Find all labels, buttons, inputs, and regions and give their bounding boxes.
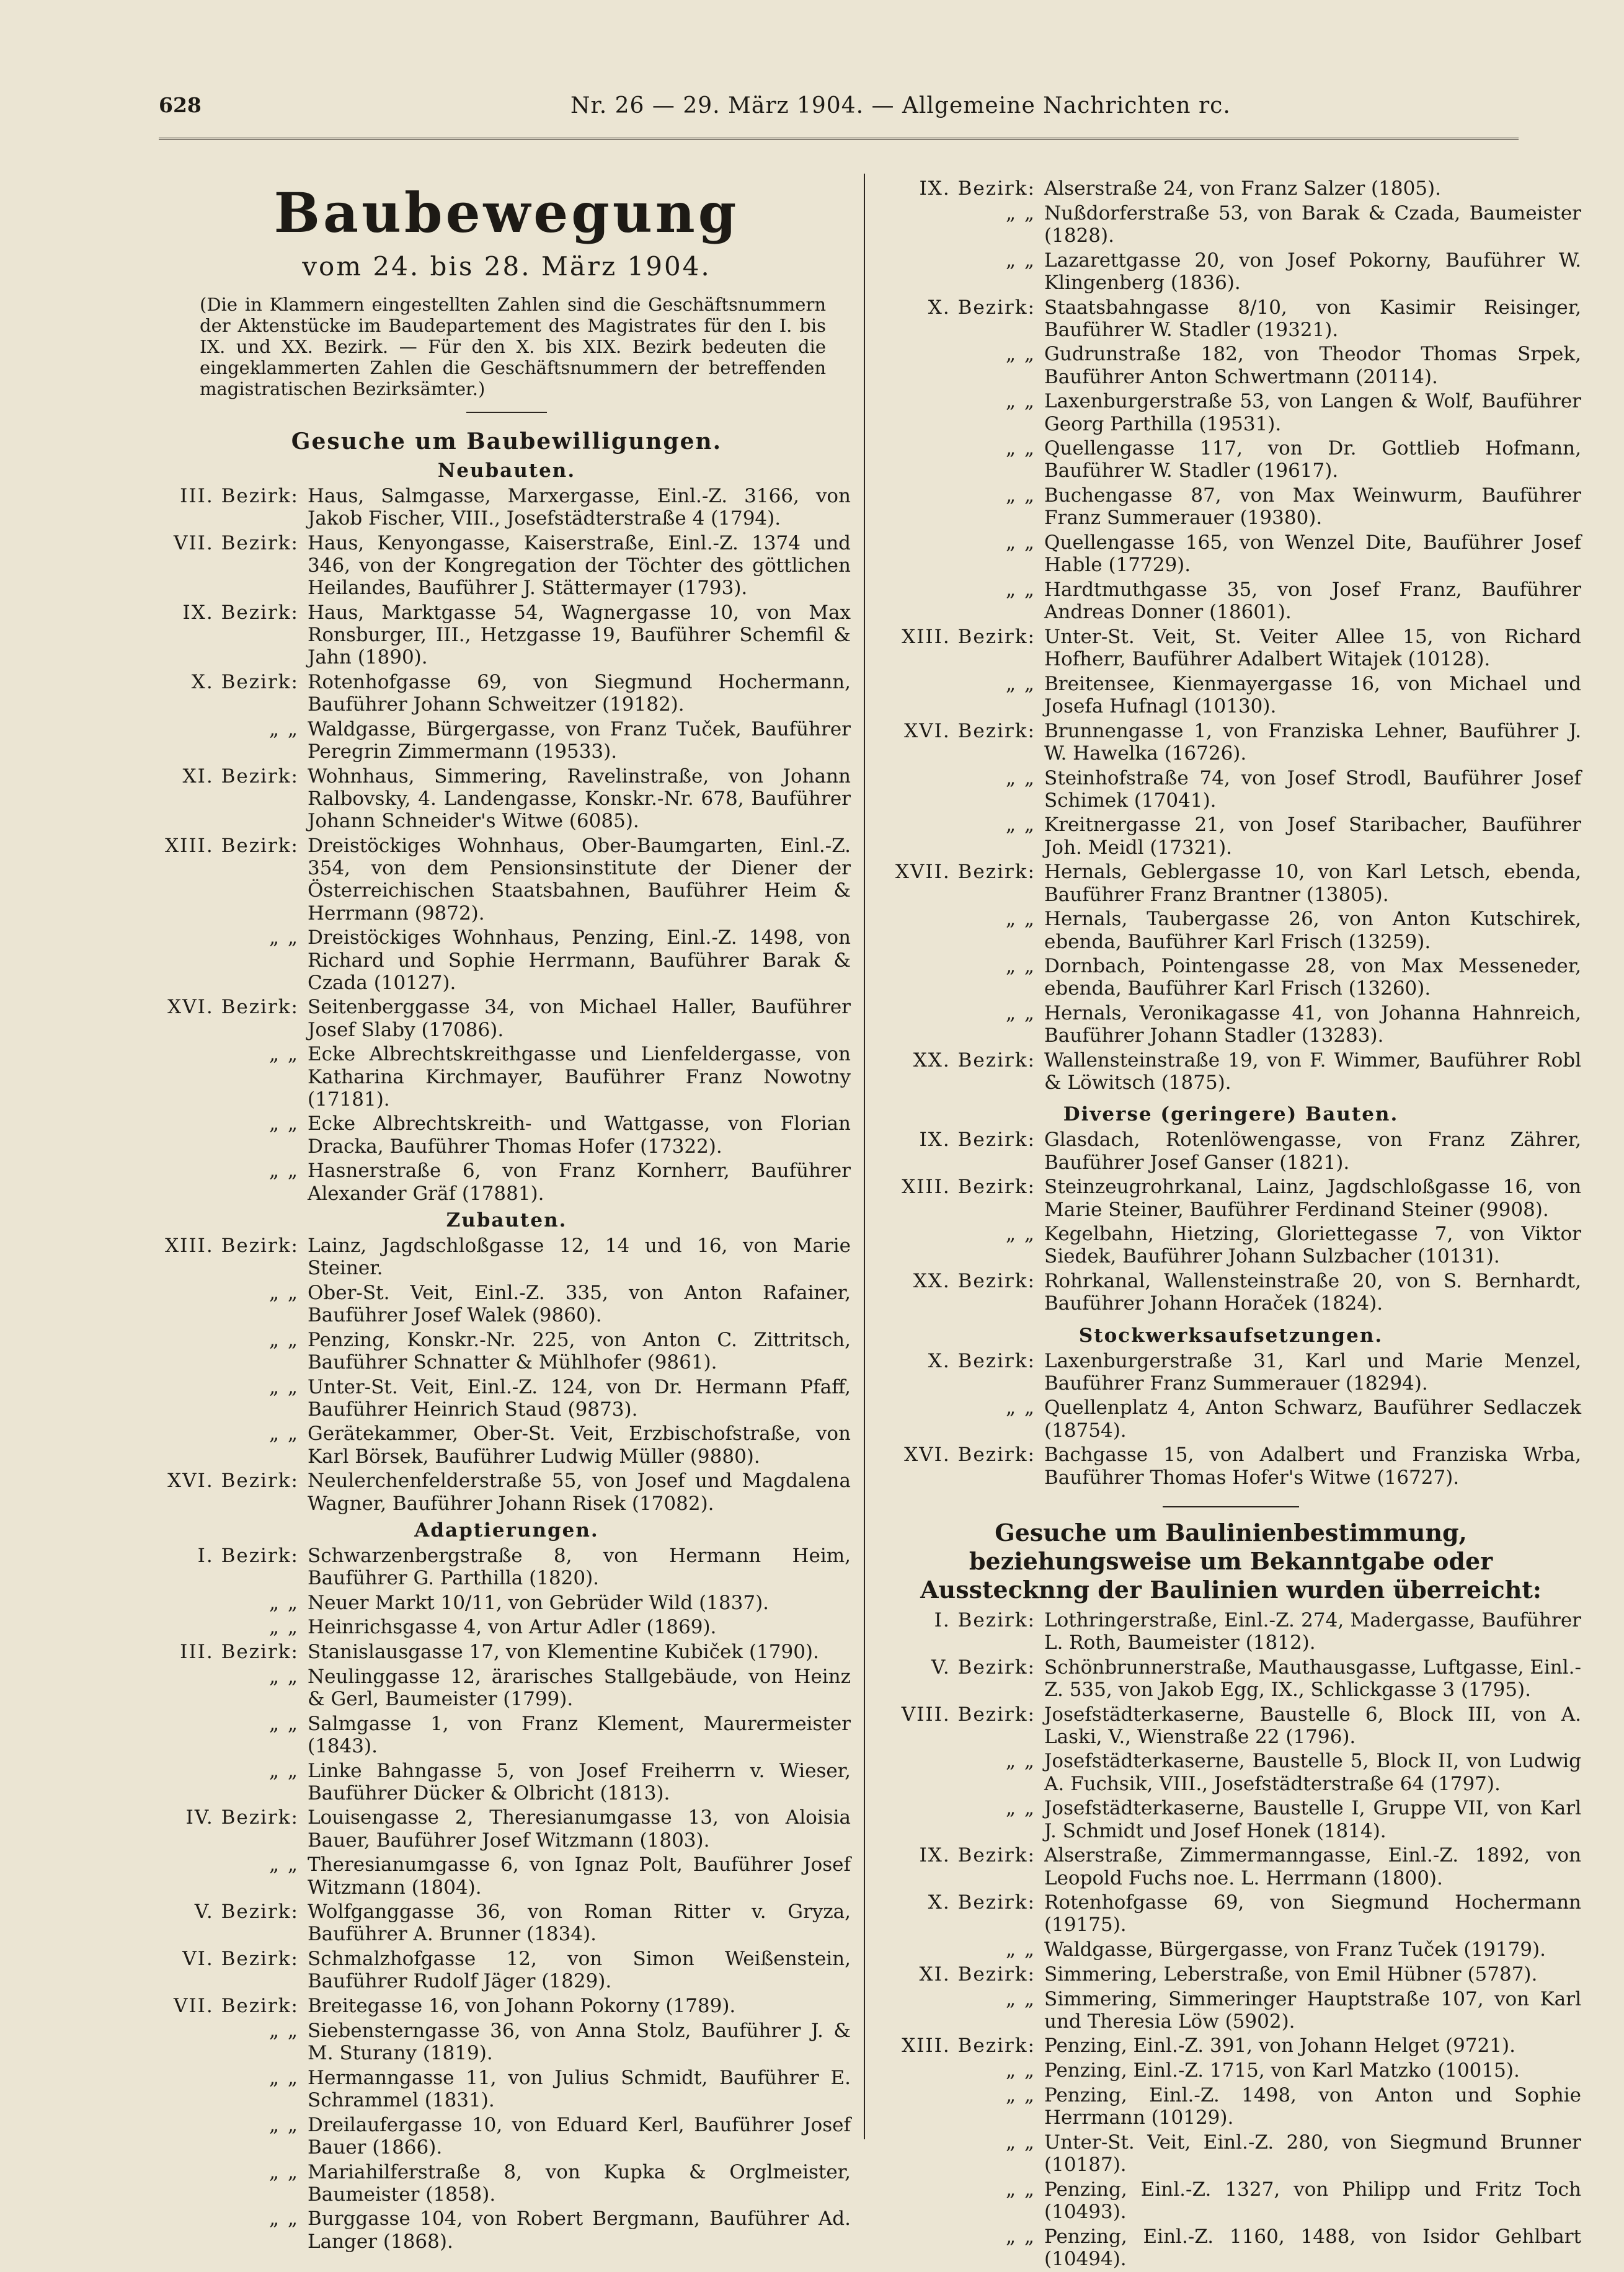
subsection-title-adaptierungen: Adaptierungen.	[414, 1519, 599, 1542]
entry-district: IV. Bezirk:	[185, 1806, 299, 1829]
entry-district: „ „	[1006, 814, 1036, 836]
entry	[881, 673, 1581, 717]
subsection-title-zubauten: Zubauten.	[446, 1209, 567, 1231]
entry	[881, 1703, 1581, 1748]
entry	[881, 1844, 1581, 1889]
entry-district: „ „	[269, 1375, 299, 1398]
entry-district: „ „	[1006, 390, 1036, 413]
entry-district: „ „	[1006, 766, 1036, 789]
entry	[881, 2035, 1581, 2057]
entry-district: „ „	[1006, 531, 1036, 554]
entry-district: „ „	[269, 1759, 299, 1782]
diverse-list	[881, 1129, 1581, 1315]
entry	[881, 1223, 1581, 1267]
entry	[162, 1376, 851, 1421]
entry	[162, 1806, 851, 1851]
entry	[162, 1592, 851, 1614]
entry	[881, 814, 1581, 858]
entry	[162, 532, 851, 600]
entry	[881, 1938, 1581, 1961]
section-separator	[1163, 1506, 1299, 1507]
entry	[162, 2208, 851, 2252]
entry-district: „ „	[1006, 1987, 1036, 2010]
entry-district: „ „	[1006, 2225, 1036, 2248]
entry-district: „ „	[1006, 672, 1036, 695]
entry	[881, 177, 1581, 200]
entry-district: „ „	[1006, 202, 1036, 224]
entry-district: IX. Bezirk:	[919, 1844, 1036, 1867]
entry-text: Brunnengasse 1, von Franziska Lehner, Bauführer J. W. Hawelka (16726).	[1044, 719, 1581, 765]
entry-district: „ „	[269, 1616, 299, 1639]
entry	[162, 926, 851, 994]
entry-district: XI. Bezirk:	[182, 765, 299, 788]
entry-text: Unter-St. Veit, St. Veiter Allee 15, von Richard Hofherr, Bauführer Adalbert Witajek (10128).	[1044, 625, 1581, 671]
entry	[881, 908, 1581, 952]
intro-note: (Die in Klammern eingestellten Zahlen sind die Geschäftsnummern der Aktenstücke im Baudepartement des Magistrates für den I. bis IX. und XX. Bezirk. — Für den X. bis XIX. Bezirk bedeuten die eingeklammerten Zahlen die Geschäftsnummern der betreffenden magistratischen Bezirksämter.)	[200, 294, 826, 399]
entry	[881, 1963, 1581, 1986]
entry-text: Quellengasse 117, von Dr. Gottlieb Hofmann, Bauführer W. Stadler (19617).	[1044, 437, 1581, 482]
entry	[162, 835, 851, 925]
entry-text: Quellenplatz 4, Anton Schwarz, Bauführer Sedlaczek (18754).	[1044, 1396, 1581, 1442]
entry	[162, 1160, 851, 1204]
entry	[881, 343, 1581, 388]
entry	[162, 2020, 851, 2064]
entry	[881, 2131, 1581, 2176]
entry-text: Steinhofstraße 74, von Josef Strodl, Bauführer Josef Schimek (17041).	[1044, 766, 1581, 812]
entry	[162, 1666, 851, 1710]
entry-text: Seitenberggasse 34, von Michael Haller, Bauführer Josef Slaby (17086).	[308, 996, 851, 1041]
entry-text: Lainz, Jagdschloßgasse 12, 14 und 16, von Marie Steiner.	[308, 1234, 851, 1279]
intro-rule	[466, 412, 547, 413]
entry	[881, 249, 1581, 294]
entry-district: „ „	[1006, 249, 1036, 272]
entry-text: Breitensee, Kienmayergasse 16, von Michael und Josefa Hufnagl (10130).	[1044, 672, 1581, 717]
entry-district: XVII. Bezirk:	[895, 861, 1036, 884]
entry	[881, 1129, 1581, 1173]
entry-text: Dornbach, Pointengasse 28, von Max Messeneder, ebenda, Bauführer Karl Frisch (13260).	[1044, 955, 1581, 1000]
entry-district: „ „	[269, 2019, 299, 2042]
section-title-baubewilligungen: Gesuche um Baubewilligungen.	[291, 428, 722, 455]
entry-text: Gerätekammer, Ober-St. Veit, Erzbischofstraße, von Karl Börsek, Bauführer Ludwig Müller (9880).	[308, 1422, 851, 1468]
entry-district: „ „	[269, 1422, 299, 1445]
entry-text: Unter-St. Veit, Einl.-Z. 280, von Siegmund Brunner (10187).	[1044, 2131, 1581, 2176]
entry-text: Lazarettgasse 20, von Josef Pokorny, Bauführer W. Klingenberg (1836).	[1044, 249, 1581, 294]
entry	[162, 1948, 851, 1992]
entry-district: XVI. Bezirk:	[167, 1470, 299, 1493]
entry	[162, 1995, 851, 2017]
entry-district: „ „	[1006, 578, 1036, 601]
entry-text: Hernals, Veronikagasse 41, von Johanna Hahnreich, Bauführer Johann Stadler (13283).	[1044, 1002, 1581, 1047]
entry-text: Wallensteinstraße 19, von F. Wimmer, Bauführer Robl & Löwitsch (1875).	[1044, 1049, 1581, 1094]
entry-district: „ „	[1006, 908, 1036, 931]
right-column	[881, 177, 1581, 2272]
neubauten-list	[162, 485, 851, 1205]
entry-text: Penzing, Einl.-Z. 1160, 1488, von Isidor Gehlbart (10494).	[1044, 2225, 1581, 2270]
entry-text: Dreistöckiges Wohnhaus, Penzing, Einl.-Z. 1498, von Richard und Sophie Herrmann, Bauführer Barak & Czada (10127).	[308, 926, 851, 994]
entry-district: VI. Bezirk:	[182, 1948, 299, 1971]
entry-text: Kegelbahn, Hietzing, Gloriettegasse 7, von Viktor Siedek, Bauführer Johann Sulzbacher (10131).	[1044, 1223, 1581, 1268]
entry-text: Waldgasse, Bürgergasse, von Franz Tuček (19179).	[1044, 1938, 1546, 1961]
entry	[162, 1760, 851, 1804]
entry-text: Alserstraße 24, von Franz Salzer (1805).	[1044, 177, 1441, 200]
entry	[162, 1616, 851, 1638]
entry	[162, 2161, 851, 2206]
subsection-title-diverse: Diverse (geringere) Bauten.	[1063, 1103, 1399, 1126]
entry-district: „ „	[1006, 1938, 1036, 1961]
entry-text: Simmering, Leberstraße, von Emil Hübner (5787).	[1044, 1963, 1538, 1986]
main-title: Baubewegung	[273, 180, 740, 245]
entry-text: Heinrichsgasse 4, von Artur Adler (1869).	[308, 1616, 717, 1639]
entry-text: Penzing, Einl.-Z. 1715, von Karl Matzko (10015).	[1044, 2059, 1520, 2082]
entry-text: Salmgasse 1, von Franz Klement, Maurermeister (1843).	[308, 1712, 851, 1757]
entry	[162, 2114, 851, 2159]
entry-district: „ „	[269, 2208, 299, 2230]
entry	[162, 485, 851, 530]
entry-text: Penzing, Einl.-Z. 1327, von Philipp und Fritz Toch (10493).	[1044, 2178, 1581, 2223]
entry-text: Buchengasse 87, von Max Weinwurm, Bauführer Franz Summerauer (19380).	[1044, 484, 1581, 530]
entry-text: Staatsbahngasse 8/10, von Kasimir Reisinger, Bauführer W. Stadler (19321).	[1044, 296, 1581, 341]
entry	[881, 1270, 1581, 1315]
entry-district: „ „	[269, 718, 299, 741]
entry-district: „ „	[269, 1043, 299, 1066]
entry-text: Glasdach, Rotenlöwengasse, von Franz Zährer, Bauführer Josef Ganser (1821).	[1044, 1129, 1581, 1174]
entry-district: VII. Bezirk:	[173, 1995, 299, 2018]
entry-district: „ „	[269, 1328, 299, 1351]
entry-text: Neulerchenfelderstraße 55, von Josef und Magdalena Wagner, Bauführer Johann Risek (17082).	[308, 1470, 851, 1515]
entry-district: „ „	[269, 1112, 299, 1135]
stockwerk-list	[881, 1350, 1581, 1489]
entry-text: Bachgasse 15, von Adalbert und Franziska Wrba, Bauführer Thomas Hofer's Witwe (16727).	[1044, 1444, 1581, 1489]
entry-district: IX. Bezirk:	[182, 601, 299, 624]
entry	[881, 202, 1581, 247]
entry-text: Neuer Markt 10/11, von Gebrüder Wild (1837).	[308, 1591, 770, 1614]
entry-text: Dreistöckiges Wohnhaus, Ober-Baumgarten, Einl.-Z. 354, von dem Pensionsinstitute der Diener der Österreichischen Staatsbahnen, Bauführer Heim & Herrmann (9872).	[308, 835, 851, 925]
entry-text: Nußdorferstraße 53, von Barak & Czada, Baumeister (1828).	[1044, 202, 1581, 247]
entry-text: Wolfganggasse 36, von Roman Ritter v. Gryza, Bauführer A. Brunner (1834).	[308, 1901, 851, 1946]
entry	[162, 671, 851, 716]
entry	[162, 601, 851, 669]
entry-district: „ „	[1006, 955, 1036, 978]
entry-district: III. Bezirk:	[180, 1641, 299, 1664]
entry	[881, 1002, 1581, 1047]
entry-district: „ „	[1006, 1002, 1036, 1025]
entry-text: Josefstädterkaserne, Baustelle 6, Block III, von A. Laski, V., Wienstraße 22 (1796).	[1044, 1703, 1581, 1748]
entry	[162, 718, 851, 763]
entry	[162, 1043, 851, 1111]
entry	[881, 1396, 1581, 1441]
entry-district: V. Bezirk:	[931, 1656, 1036, 1679]
entry-district: „ „	[1006, 343, 1036, 366]
entry	[162, 2067, 851, 2111]
entry	[162, 1470, 851, 1514]
entry-text: Ecke Albrechtskreith- und Wattgasse, von Florian Dracka, Bauführer Thomas Hofer (17322).	[308, 1112, 851, 1158]
entry-text: Alserstraße, Zimmermanngasse, Einl.-Z. 1892, von Leopold Fuchs noe. L. Herrmann (1800).	[1044, 1844, 1581, 1889]
entry-text: Schwarzenbergstraße 8, von Hermann Heim, Bauführer G. Parthilla (1820).	[308, 1544, 851, 1589]
continued-list	[881, 177, 1581, 1094]
entry	[162, 1112, 851, 1157]
entry-text: Rohrkanal, Wallensteinstraße 20, von S. Bernhardt, Bauführer Johann Horaček (1824).	[1044, 1270, 1581, 1315]
entry-text: Laxenburgerstraße 53, von Langen & Wolf, Bauführer Georg Parthilla (19531).	[1044, 390, 1581, 435]
entry-text: Waldgasse, Bürgergasse, von Franz Tuček, Bauführer Peregrin Zimmermann (19533).	[308, 718, 851, 763]
entry-district: V. Bezirk:	[194, 1901, 299, 1924]
entry-text: Penzing, Einl.-Z. 1498, von Anton und Sophie Herrmann (10129).	[1044, 2083, 1581, 2129]
entry-text: Theresianumgasse 6, von Ignaz Polt, Bauführer Josef Witzmann (1804).	[308, 1853, 851, 1899]
entry-district: X. Bezirk:	[191, 671, 299, 694]
entry-text: Hernals, Geblergasse 10, von Karl Letsch, ebenda, Bauführer Franz Brantner (13805).	[1044, 861, 1581, 906]
entry-text: Penzing, Einl.-Z. 391, von Johann Helget (9721).	[1044, 2035, 1515, 2057]
entry-district: „ „	[269, 2113, 299, 2136]
entry-district: III. Bezirk:	[180, 485, 299, 507]
entry-text: Rotenhofgasse 69, von Siegmund Hochermann (19175).	[1044, 1891, 1581, 1937]
entry-district: „ „	[269, 2066, 299, 2089]
entry	[881, 767, 1581, 812]
entry-text: Haus, Marktgasse 54, Wagnergasse 10, von Max Ronsburger, III., Hetzgasse 19, Bauführer Schemfil & Jahn (1890).	[308, 601, 851, 669]
entry-district: XX. Bezirk:	[913, 1270, 1036, 1293]
entry-district: XI. Bezirk:	[919, 1963, 1036, 1986]
entry-text: Penzing, Konskr.-Nr. 225, von Anton C. Zittritsch, Bauführer Schnatter & Mühlhofer (9861).	[308, 1328, 851, 1373]
entry-district: „ „	[269, 1591, 299, 1614]
entry-text: Louisengasse 2, Theresianumgasse 13, von Aloisia Bauer, Bauführer Josef Witzmann (1803).	[308, 1806, 851, 1852]
entry-district: „ „	[1006, 2083, 1036, 2106]
subsection-title-neubauten: Neubauten.	[437, 459, 576, 482]
entry-district: „ „	[269, 1665, 299, 1688]
entry-district: X. Bezirk:	[928, 1891, 1036, 1914]
section-title-baulinien: Gesuche um Baulinienbestimmung, beziehungsweise um Bekanntgabe oder Ausstecknng der Baulinien wurden überreicht:	[920, 1518, 1542, 1604]
entry-text: Linke Bahngasse 5, von Josef Freiherrn v. Wieser, Bauführer Dücker & Olbricht (1813).	[308, 1759, 851, 1804]
entry-text: Josefstädterkaserne, Baustelle I, Gruppe VII, von Karl J. Schmidt und Josef Honek (1814).	[1044, 1797, 1581, 1842]
entry-text: Hardtmuthgasse 35, von Josef Franz, Bauführer Andreas Donner (18601).	[1044, 578, 1581, 624]
entry-text: Mariahilferstraße 8, von Kupka & Orglmeister, Baumeister (1858).	[308, 2160, 851, 2206]
entry	[881, 437, 1581, 482]
entry-text: Schmalzhofgasse 12, von Simon Weißenstein, Bauführer Rudolf Jäger (1829).	[308, 1948, 851, 1993]
page-number: 628	[159, 93, 202, 117]
entry	[162, 1545, 851, 1589]
entry-text: Josefstädterkaserne, Baustelle 5, Block II, von Ludwig A. Fuchsik, VIII., Josefstädterstraße 64 (1797).	[1044, 1750, 1581, 1795]
entry	[881, 1988, 1581, 2033]
adaptierungen-list	[162, 1545, 851, 2253]
entry	[881, 1656, 1581, 1701]
entry-district: XX. Bezirk:	[913, 1049, 1036, 1072]
entry	[881, 1609, 1581, 1654]
entry	[162, 1713, 851, 1757]
entry-district: VIII. Bezirk:	[901, 1703, 1036, 1726]
entry	[881, 484, 1581, 529]
entry	[162, 1641, 851, 1663]
entry	[162, 765, 851, 833]
entry-district: IX. Bezirk:	[919, 177, 1036, 200]
entry	[162, 1235, 851, 1279]
entry-text: Wohnhaus, Simmering, Ravelinstraße, von Johann Ralbovsky, 4. Landengasse, Konskr.-Nr. 678, Bauführer Johann Schneider's Witwe (6085).	[308, 765, 851, 833]
entry-text: Unter-St. Veit, Einl.-Z. 124, von Dr. Hermann Pfaff, Bauführer Heinrich Staud (9873).	[308, 1375, 851, 1421]
header-rule	[159, 138, 1519, 140]
entry-text: Ober-St. Veit, Einl.-Z. 335, von Anton Rafainer, Bauführer Josef Walek (9860).	[308, 1281, 851, 1326]
entry-district: XIII. Bezirk:	[902, 2035, 1036, 2057]
entry-text: Stanislausgasse 17, von Klementine Kubiček (1790).	[308, 1641, 819, 1664]
entry-district: XIII. Bezirk:	[902, 1176, 1036, 1199]
entry-district: „ „	[1006, 2059, 1036, 2082]
entry-district: XVI. Bezirk:	[904, 719, 1036, 742]
main-subtitle: vom 24. bis 28. März 1904.	[302, 251, 711, 282]
entry-text: Neulinggasse 12, ärarisches Stallgebäude, von Heinz & Gerl, Baumeister (1799).	[308, 1665, 851, 1710]
entry-district: „ „	[1006, 1223, 1036, 1246]
entry-text: Ecke Albrechtskreithgasse und Lienfeldergasse, von Katharina Kirchmayer, Bauführer Franz Nowotny (17181).	[308, 1043, 851, 1111]
entry-text: Hernals, Taubergasse 26, von Anton Kutschirek, ebenda, Bauführer Karl Frisch (13259).	[1044, 908, 1581, 953]
entry	[881, 2059, 1581, 2082]
entry	[881, 531, 1581, 576]
entry-text: Lothringerstraße, Einl.-Z. 274, Madergasse, Bauführer L. Roth, Baumeister (1812).	[1044, 1609, 1581, 1654]
entry-district: „ „	[1006, 1396, 1036, 1419]
entry-district: „ „	[269, 2160, 299, 2183]
entry-text: Hermanngasse 11, von Julius Schmidt, Bauführer E. Schrammel (1831).	[308, 2066, 851, 2111]
entry-district: XIII. Bezirk:	[165, 1234, 299, 1257]
entry-district: I. Bezirk:	[934, 1609, 1036, 1631]
entry-district: XVI. Bezirk:	[904, 1444, 1036, 1467]
entry-district: X. Bezirk:	[928, 296, 1036, 319]
entry-district: „ „	[269, 1853, 299, 1876]
entry	[162, 1329, 851, 1373]
subsection-title-stockwerk: Stockwerksaufsetzungen.	[1078, 1324, 1383, 1347]
baulinien-list	[881, 1609, 1581, 2270]
entry-text: Dreilaufergasse 10, von Eduard Kerl, Bauführer Josef Bauer (1866).	[308, 2113, 851, 2159]
entry-text: Laxenburgerstraße 31, Karl und Marie Menzel, Bauführer Franz Summerauer (18294).	[1044, 1349, 1581, 1395]
entry-text: Siebensterngasse 36, von Anna Stolz, Bauführer J. & M. Sturany (1819).	[308, 2019, 851, 2064]
entry	[162, 1901, 851, 1945]
entry	[881, 1797, 1581, 1842]
entry-text: Gudrunstraße 182, von Theodor Thomas Srpek, Bauführer Anton Schwertmann (20114).	[1044, 343, 1581, 388]
entry-text: Hasnerstraße 6, von Franz Kornherr, Bauführer Alexander Gräf (17881).	[308, 1160, 851, 1205]
entry-district: XVI. Bezirk:	[167, 996, 299, 1019]
entry	[881, 1750, 1581, 1795]
entry-district: „ „	[269, 1712, 299, 1735]
entry	[881, 955, 1581, 1000]
entry-district: „ „	[1006, 484, 1036, 507]
entry-district: „ „	[1006, 2131, 1036, 2154]
entry-district: IX. Bezirk:	[919, 1129, 1036, 1152]
entry	[162, 1422, 851, 1467]
entry-district: XIII. Bezirk:	[902, 625, 1036, 648]
entry	[162, 996, 851, 1041]
entry-district: „ „	[269, 1281, 299, 1304]
entry-district: XIII. Bezirk:	[165, 835, 299, 858]
entry	[881, 1176, 1581, 1220]
entry	[881, 1350, 1581, 1395]
entry	[881, 390, 1581, 435]
entry-text: Haus, Kenyongasse, Kaiserstraße, Einl.-Z. 1374 und 346, von der Kongregation der Töchter des göttlichen Heilandes, Bauführer J. Stättermayer (1793).	[308, 531, 851, 600]
entry-text: Simmering, Simmeringer Hauptstraße 107, von Karl und Theresia Löw (5902).	[1044, 1987, 1581, 2033]
entry	[162, 1853, 851, 1898]
entry	[881, 1444, 1581, 1488]
entry-text: Haus, Salmgasse, Marxergasse, Einl.-Z. 3166, von Jakob Fischer, VIII., Josefstädterstraße 4 (1794).	[308, 485, 851, 530]
entry-text: Steinzeugrohrkanal, Lainz, Jagdschloßgasse 16, von Marie Steiner, Bauführer Ferdinand Steiner (9908).	[1044, 1176, 1581, 1221]
left-column	[162, 172, 851, 2255]
entry	[881, 720, 1581, 765]
entry-text: Quellengasse 165, von Wenzel Dite, Bauführer Josef Hable (17729).	[1044, 531, 1581, 577]
entry-district: „ „	[1006, 2178, 1036, 2201]
entry	[162, 1282, 851, 1326]
entry-district: VII. Bezirk:	[173, 531, 299, 554]
entry	[881, 296, 1581, 341]
entry	[881, 626, 1581, 670]
zubauten-list	[162, 1235, 851, 1515]
entry	[881, 861, 1581, 905]
running-head: Nr. 26 — 29. März 1904. — Allgemeine Nachrichten rc.	[570, 93, 1231, 118]
entry-text: Breitegasse 16, von Johann Pokorny (1789).	[308, 1995, 736, 2018]
entry	[881, 579, 1581, 623]
entry	[881, 2178, 1581, 2223]
entry-district: „ „	[1006, 1750, 1036, 1773]
entry	[881, 1049, 1581, 1094]
entry-district: I. Bezirk:	[197, 1544, 299, 1567]
entry-district: „ „	[1006, 437, 1036, 460]
entry-text: Rotenhofgasse 69, von Siegmund Hochermann, Bauführer Johann Schweitzer (19182).	[308, 671, 851, 716]
entry	[881, 2084, 1581, 2129]
entry-text: Kreitnergasse 21, von Josef Staribacher, Bauführer Joh. Meidl (17321).	[1044, 814, 1581, 859]
entry-district: „ „	[1006, 1797, 1036, 1820]
entry-text: Schönbrunnerstraße, Mauthausgasse, Luftgasse, Einl.-Z. 535, von Jakob Egg, IX., Schlickgasse 3 (1795).	[1044, 1656, 1581, 1701]
entry-district: „ „	[269, 926, 299, 949]
column-divider	[864, 174, 865, 2139]
entry	[881, 2225, 1581, 2270]
entry-district: „ „	[269, 1160, 299, 1183]
entry-district: X. Bezirk:	[928, 1349, 1036, 1372]
entry	[881, 1891, 1581, 1936]
entry-text: Burggasse 104, von Robert Bergmann, Bauführer Ad. Langer (1868).	[308, 2208, 851, 2253]
